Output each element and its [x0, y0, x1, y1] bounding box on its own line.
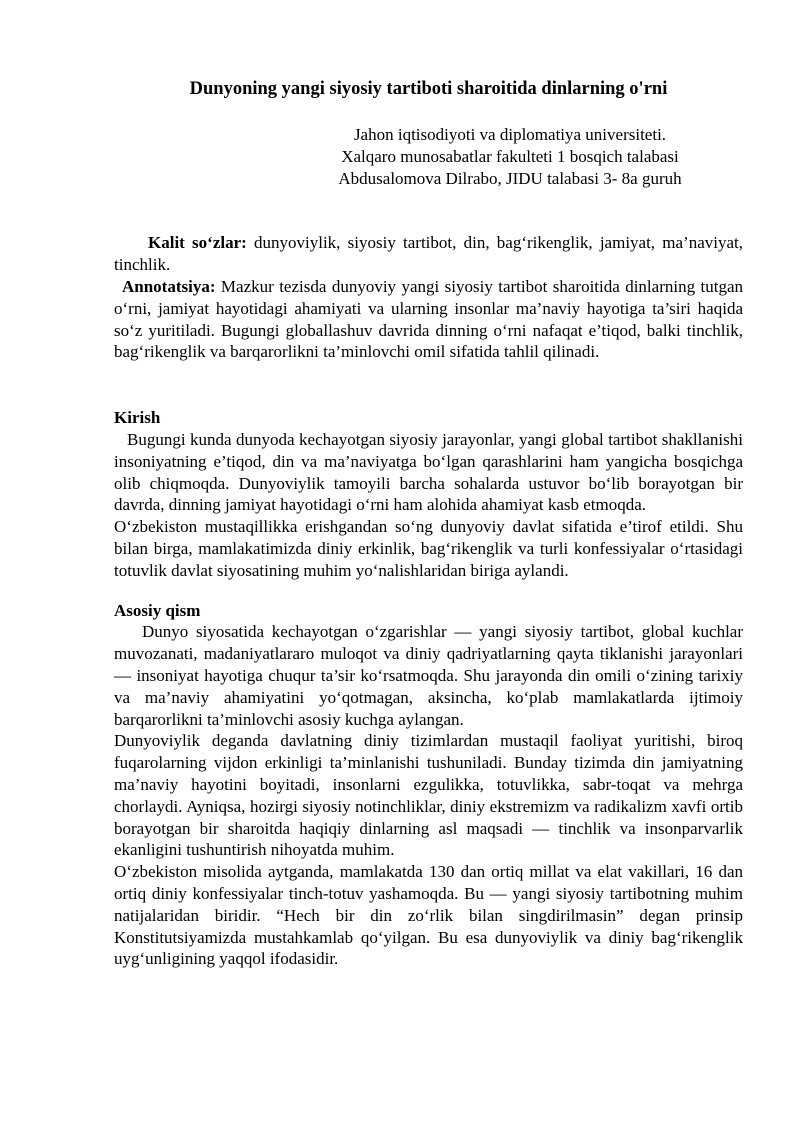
- keywords-label: Kalit soʻzlar:: [148, 233, 247, 253]
- document-content: [114, 78, 743, 970]
- keywords-paragraph: [114, 232, 743, 276]
- asosiy-qism-paragraph-2: Dunyoviylik deganda davlatning diniy tizimlardan mustaqil faoliyat yuritishi, biroq fuqarolarning vijdon erkinligi ta’minlanishi tushuniladi. Bunday tizimda din jamiyatning ma’naviy hayotini boyitadi, insonlarni ezgulikka, totuvlikka, sabr-toqat va mehrga chorlaydi. Ayniqsa, hozirgi siyosiy notinchliklar, diniy ekstremizm va radikalizm xavfi ortib borayotgan bir sharoitda haqiqiy dinlarning asl maqsadi — tinchlik va insonparvarlik ekanligini tushuntirish nihoyatda muhim.: [114, 731, 743, 860]
- author-line-faculty: Xalqaro munosabatlar fakulteti 1 bosqich talabasi: [341, 146, 679, 166]
- kirish-paragraph-2: Oʻzbekiston mustaqillikka erishgandan soʻng dunyoviy davlat sifatida e’tirof etildi. Shu bilan birga, mamlakatimizda diniy erkinlik, bagʻrikenglik va turli konfessiyalar oʻrtasidagi totuvlik davlat siyosatining muhim yoʻnalishlaridan biriga aylandi.: [114, 517, 743, 580]
- abstract-paragraph: [114, 276, 743, 363]
- page-title: Dunyoning yangi siyosiy tartiboti sharoitida dinlarning o'rni: [189, 79, 668, 99]
- keywords-text: dunyoviylik, siyosiy tartibot, din, bagʻrikenglik, jamiyat, ma’naviyat, tinchlik.: [114, 233, 743, 275]
- author-line-name: Abdusalomova Dilrabo, JIDU talabasi 3- 8a guruh: [338, 168, 682, 188]
- asosiy-qism-paragraph-1: Dunyo siyosatida kechayotgan oʻzgarishlar — yangi siyosiy tartibot, global kuchlar muvozanati, madaniyatlararo muloqot va diniy qadriyatlarning qayta tiklanishi jarayonlari — insoniyat hayotiga chuqur ta’sir koʻrsatmoqda. Shu jarayonda din omili oʻzining tarixiy va ma’naviy ahamiyatini yoʻqotmagan, aksincha, koʻplab mamlakatlarda ijtimoiy barqarorlikni ta’minlovchi asosiy kuchga aylangan.: [114, 622, 743, 729]
- abstract-label: Annotatsiya:: [122, 276, 216, 296]
- section-heading-asosiy-qism: Asosiy qism: [114, 600, 201, 620]
- author-line-university: Jahon iqtisodiyoti va diplomatiya universiteti.: [353, 125, 667, 144]
- section-heading-kirish: Kirish: [114, 408, 161, 428]
- abstract-text: Mazkur tezisda dunyoviy yangi siyosiy tartibot sharoitida dinlarning tutgan oʻrni, jamiyat hayotidagi ahamiyati va ularning insonlar ma’naviy hayotiga ta’siri haqida soʻz yuritiladi. Bugungi globallashuv davrida dinning oʻrni nafaqat e’tiqod, balki tinchlik, bagʻrikenglik va barqarorlikni ta’minlovchi omil sifatida tahlil qilinadi.: [114, 276, 743, 362]
- author-block: [311, 124, 709, 189]
- kirish-paragraph-1: Bugungi kunda dunyoda kechayotgan siyosiy jarayonlar, yangi global tartibot shakllanishi insoniyatning e’tiqod, din va ma’naviyatga boʻlgan qarashlarini ham yangicha bosqichga olib chiqmoqda. Dunyoviylik tamoyili barcha sohalarda ustuvor boʻlib borayotgan bir davrda, dinning jamiyat hayotidagi oʻrni ham alohida ahamiyat kasb etmoqda.: [114, 429, 743, 515]
- asosiy-qism-paragraph-3: Oʻzbekiston misolida aytganda, mamlakatda 130 dan ortiq millat va elat vakillari, 16 dan ortiq diniy konfessiyalar tinch-totuv yashamoqda. Bu — yangi siyosiy tartibotning muhim natijalaridan biridir. “Hech bir din zoʻrlik bilan singdirilmasin” degan prinsip Konstitutsiyamizda mustahkamlab qoʻyilgan. Bu esa dunyoviylik va diniy bagʻrikenglik uygʻunligining yaqqol ifodasidir.: [114, 862, 743, 969]
